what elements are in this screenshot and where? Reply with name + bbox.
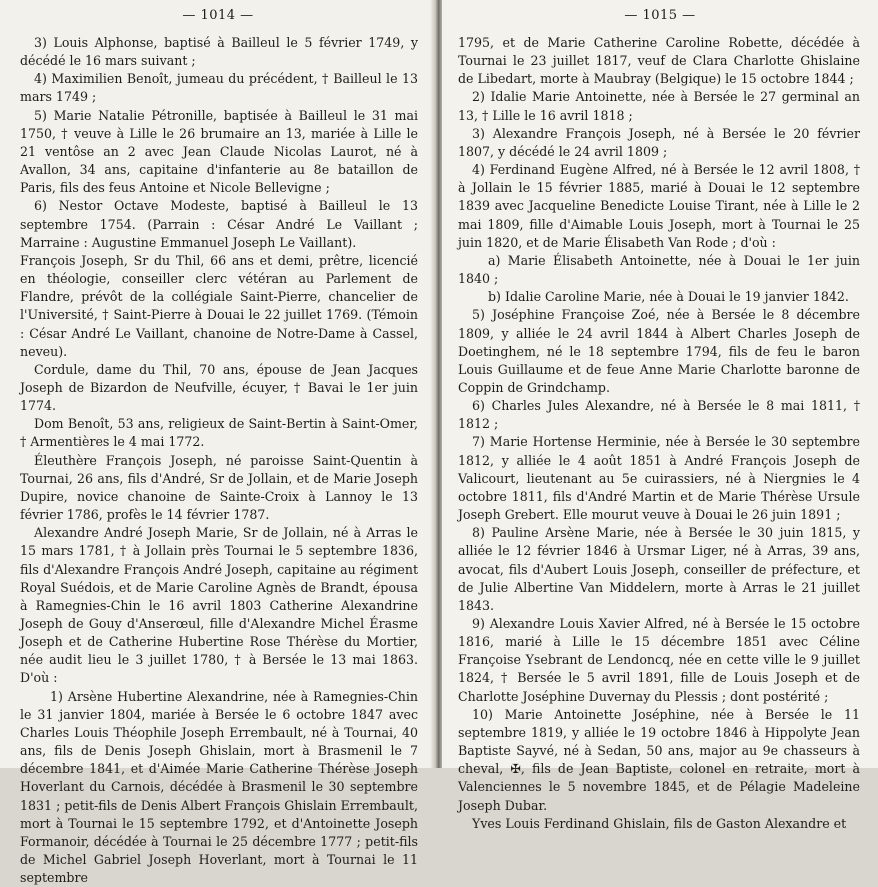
- page-text: [458, 34, 860, 833]
- page-number: — 1015 —: [624, 8, 696, 23]
- paragraph: 3) Louis Alphonse, baptisé à Bailleul le 5 février 1749, y décédé le 16 mars suivant ;: [20, 35, 418, 69]
- paragraph: 6) Nestor Octave Modeste, baptisé à Bailleul le 13 septembre 1754. (Parrain : César André Le Vaillant ; Marraine : Augustine Emmanuel Joseph Le Vaillant).: [20, 198, 418, 250]
- paragraph: 5) Joséphine Françoise Zoé, née à Bersée le 8 décembre 1809, y alliée le 24 avril 1844 à Albert Charles Joseph de Doetinghem, né le 18 septembre 1794, fils de feu le baron Louis Guillaume et de feue Anne Marie Charlotte baronne de Coppin de Grindchamp.: [458, 307, 860, 395]
- page-number: — 1014 —: [182, 8, 254, 23]
- paragraph: 6) Charles Jules Alexandre, né à Bersée le 8 mai 1811, † 1812 ;: [458, 398, 860, 432]
- paragraph: 1) Arsène Hubertine Alexandrine, née à Ramegnies-Chin le 31 janvier 1804, mariée à Bersée le 6 octobre 1847 avec Charles Louis Théophile Joseph Errembault, né à Tournai, 40 ans, fils de Denis Joseph Ghislain, mort à Brasmenil le 7 décembre 1841, et d'Aimée Marie Catherine Thérèse Joseph Hoverlant du Carnois, décédée à Brasmenil le 30 septembre 1831 ; petit-fils de Denis Albert François Ghislain Errembault, mort à Tournai le 15 septembre 1792, et d'Antoinette Joseph Formanoir, décédée à Tournai le 25 décembre 1777 ; petit-fils de Michel Gabriel Joseph Hoverlant, mort à Tournai le 11 septembre: [20, 688, 418, 886]
- paragraph: 7) Marie Hortense Herminie, née à Bersée le 30 septembre 1812, y alliée le 4 août 1851 à André François Joseph de Valicourt, lieutenant au 5e cuirassiers, né à Niergnies le 4 octobre 1811, fils d'André Martin et de Marie Thérèse Ursule Joseph Grebert. Elle mourut veuve à Douai le 26 juin 1891 ;: [458, 434, 860, 523]
- paragraph: 9) Alexandre Louis Xavier Alfred, né à Bersée le 15 octobre 1816, marié à Lille le 15 décembre 1851 avec Céline Françoise Ysebrant de Lendoncq, née en cette ville le 9 juillet 1824, † Bersée le 5 avril 1891, fille de Louis Joseph et de Charlotte Joséphine Duvernay du Plessis ; dont postérité ;: [458, 616, 860, 704]
- paragraph: 4) Maximilien Benoît, jumeau du précédent, † Bailleul le 13 mars 1749 ;: [20, 71, 418, 105]
- left-page: [0, 0, 436, 886]
- paragraph: 5) Marie Natalie Pétronille, baptisée à Bailleul le 31 mai 1750, † veuve à Lille le 26 brumaire an 13, mariée à Lille le 21 ventôse an 2 avec Jean Claude Nicolas Laurot, né à Avallon, 34 ans, capitaine d'infanterie au 8e bataillon de Paris, fils des feus Antoine et Nicole Bellevigne ;: [20, 107, 418, 196]
- paragraph: 1795, et de Marie Catherine Caroline Robette, décédée à Tournai le 23 juillet 1817, veuf de Clara Charlotte Ghislaine de Libedart, morte à Maubray (Belgique) le 15 octobre 1844 ;: [458, 35, 860, 87]
- paragraph: 4) Ferdinand Eugène Alfred, né à Bersée le 12 avril 1808, † à Jollain le 15 février 1885, marié à Douai le 12 septembre 1839 avec Jacqueline Benedicte Louise Tirant, née à Lille le 2 mai 1809, fille d'Aimable Louis Joseph, mort à Tournai le 25 juin 1820, et de Marie Élisabeth Van Rode ; d'où :: [458, 162, 860, 250]
- paragraph: 8) Pauline Arsène Marie, née à Bersée le 30 juin 1815, y alliée le 12 février 1846 à Ursmar Liger, né à Arras, 39 ans, avocat, fils d'Aubert Louis Joseph, conseiller de préfecture, et de Julie Albertine Van Middelern, morte à Arras le 21 juillet 1843.: [458, 525, 860, 613]
- paragraph: Dom Benoît, 53 ans, religieux de Saint-Bertin à Saint-Omer, † Armentières le 4 mai 1772.: [20, 416, 418, 450]
- paragraph: Éleuthère François Joseph, né paroisse Saint-Quentin à Tournai, 26 ans, fils d'André, Sr de Jollain, et de Marie Joseph Dupire, novice chanoine de Sainte-Croix à Lannoy le 13 février 1786, profès le 14 février 1787.: [20, 452, 418, 523]
- paragraph: Yves Louis Ferdinand Ghislain, fils de Gaston Alexandre et: [472, 815, 847, 831]
- paragraph: Alexandre André Joseph Marie, Sr de Jollain, né à Arras le 15 mars 1781, † à Jollain près Tournai le 5 septembre 1836, fils d'Alexandre François André Joseph, capitaine au régiment Royal Suédois, et de Marie Caroline Agnès de Brandt, épousa à Ramegnies-Chin le 16 avril 1803 Catherine Alexandrine Joseph de Gouy d'Anserœul, fille d'Alexandre Michel Érasme Joseph et de Catherine Hubertine Rose Thérèse du Mortier, née audit lieu le 3 juillet 1780, † à Bersée le 13 mai 1863. D'où :: [20, 525, 418, 686]
- paragraph: 2) Idalie Marie Antoinette, née à Bersée le 27 germinal an 13, † Lille le 16 avril 1818 ;: [458, 89, 860, 123]
- paragraph: a) Marie Élisabeth Antoinette, née à Douai le 1er juin 1840 ;: [458, 252, 860, 287]
- right-page: [442, 0, 878, 831]
- paragraph: François Joseph, Sr du Thil, 66 ans et demi, prêtre, licencié en théologie, conseiller clerc vétéran au Parlement de Flandre, prévôt de la collégiale Saint-Pierre, chancelier de l'Université, † Saint-Pierre à Douai le 22 juillet 1769. (Témoin : César André Le Vaillant, chanoine de Notre-Dame à Cassel, neveu).: [20, 252, 418, 359]
- paragraph: 10) Marie Antoinette Joséphine, née à Bersée le 11 septembre 1819, y alliée le 19 octobre 1846 à Hippolyte Jean Baptiste Sayvé, né à Sedan, 50 ans, major au 9e chasseurs à cheval, ✠, fils de Jean Baptiste, colonel en retraite, mort à Valenciennes le 5 novembre 1845, et de Pélagie Madeleine Joseph Dubar.: [458, 706, 860, 813]
- paragraph: b) Idalie Caroline Marie, née à Douai le 19 janvier 1842.: [488, 289, 849, 305]
- paragraph: 3) Alexandre François Joseph, né à Bersée le 20 février 1807, y décédé le 24 avril 1809 ;: [458, 125, 860, 159]
- paragraph: Cordule, dame du Thil, 70 ans, épouse de Jean Jacques Joseph de Bizardon de Neufville, écuyer, † Bavai le 1er juin 1774.: [20, 361, 418, 414]
- page-text: [20, 34, 418, 887]
